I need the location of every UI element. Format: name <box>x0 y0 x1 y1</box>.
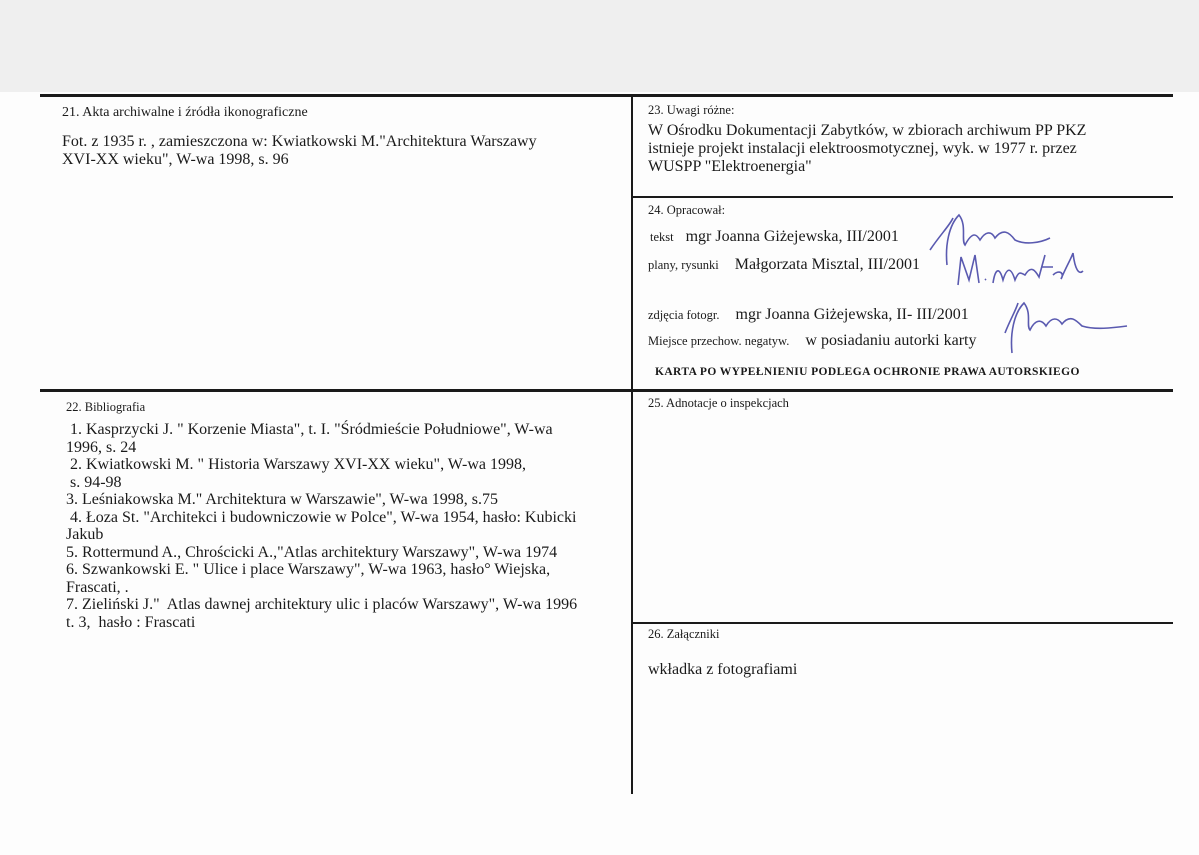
section-26-title: 26. Załączniki <box>648 627 720 641</box>
bibliography-line: t. 3, hasło : Frascati <box>66 613 196 631</box>
section-21-line: XVI-XX wieku", W-wa 1998, s. 96 <box>62 151 289 168</box>
row-label: Miejsce przechow. negatyw. <box>648 334 790 348</box>
column-divider <box>631 94 633 794</box>
bibliography-line: 2. Kwiatkowski M. " Historia Warszawy XVI-XX wieku", W-wa 1998, <box>66 456 526 473</box>
divider-25-26 <box>632 622 1173 624</box>
negatives-location-row <box>648 332 976 350</box>
signature-misztal <box>955 245 1085 290</box>
bibliography-line: Jakub <box>66 526 104 543</box>
attachments-value: wkładka z fotografiami <box>648 661 798 678</box>
top-border <box>40 94 1173 97</box>
author-row-photos <box>648 306 969 324</box>
copyright-notice: KARTA PO WYPEŁNIENIU PODLEGA OCHRONIE PRAWA AUTORSKIEGO <box>655 366 1080 378</box>
section-23-line: W Ośrodku Dokumentacji Zabytków, w zbiorach archiwum PP PKZ <box>648 122 1087 139</box>
bibliography-line: 4. Łoza St. "Architekci i budowniczowie w Polce", W-wa 1954, hasło: Kubicki <box>66 508 577 526</box>
row-value: Małgorzata Misztal, III/2001 <box>734 256 920 273</box>
bibliography-line: 1996, s. 24 <box>66 438 137 456</box>
bibliography-line: 3. Leśniakowska M." Architektura w Warszawie", W-wa 1998, s.75 <box>66 491 498 508</box>
bibliography-line: 7. Zieliński J." Atlas dawnej architektury ulic i placów Warszawy", W-wa 1996 <box>66 596 578 613</box>
section-21-title: 21. Akta archiwalne i źródła ikonograficzne <box>62 105 308 120</box>
bibliography-line: 1. Kasprzycki J. " Korzenie Miasta", t. I. "Śródmieście Południowe", W-wa <box>66 421 553 438</box>
row-value: w posiadaniu autorki karty <box>805 332 977 349</box>
section-23-title: 23. Uwagi różne: <box>648 103 735 117</box>
section-24-title: 24. Opracował: <box>648 203 726 217</box>
section-22-title: 22. Bibliografia <box>66 400 146 414</box>
section-23-line: WUSPP "Elektroenergia" <box>648 158 812 175</box>
author-row-text <box>650 228 899 246</box>
bibliography-line: Frascati, . <box>66 578 129 596</box>
row-label: zdjęcia fotogr. <box>648 308 720 322</box>
row-label: plany, rysunki <box>648 258 719 272</box>
bibliography-line: s. 94-98 <box>66 473 122 491</box>
row-value: mgr Joanna Giżejewska, III/2001 <box>685 228 899 245</box>
bibliography-list <box>66 421 577 631</box>
section-25-title: 25. Adnotacje o inspekcjach <box>648 396 789 410</box>
author-row-drawings <box>648 256 920 274</box>
bibliography-line: 6. Szwankowski E. " Ulice i place Warszawy", W-wa 1963, hasło° Wiejska, <box>66 561 551 578</box>
row-value: mgr Joanna Giżejewska, II- III/2001 <box>735 306 969 323</box>
bibliography-line: 5. Rottermund A., Chrościcki A.,"Atlas architektury Warszawy", W-wa 1974 <box>66 543 558 561</box>
section-21-line: Fot. z 1935 r. , zamieszczona w: Kwiatkowski M."Architektura Warszawy <box>62 133 537 150</box>
row-label: tekst <box>650 230 674 244</box>
divider-23-24 <box>632 196 1173 198</box>
scan-margin <box>0 0 1199 92</box>
middle-border <box>40 389 1173 392</box>
section-23-line: istnieje projekt instalacji elektroosmotycznej, wyk. w 1977 r. przez <box>648 140 1077 157</box>
signature-gizejewska <box>1000 298 1130 358</box>
